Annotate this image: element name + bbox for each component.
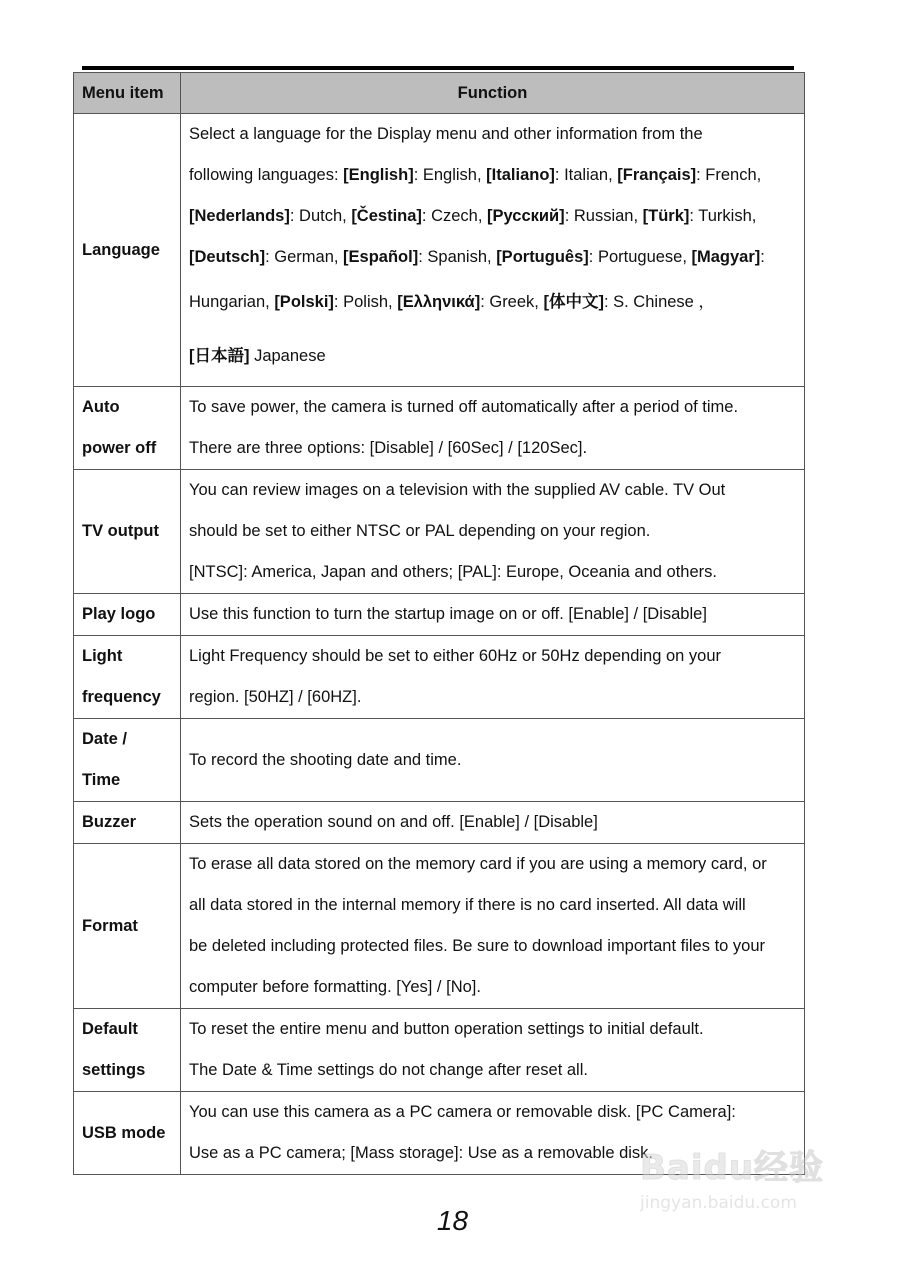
lang-code: [Čestina] (351, 207, 422, 225)
function-text-line: You can use this camera as a PC camera or removable disk. [PC Camera]: (189, 1103, 736, 1121)
language-line-3 (189, 196, 796, 237)
lang-name: : Dutch, (289, 207, 352, 225)
menu-item-text: Time (82, 771, 121, 789)
table-row (74, 1009, 805, 1092)
lang-name: : Greek, (480, 293, 544, 311)
function-text-line: region. [50HZ] / [60HZ]. (189, 688, 362, 706)
lang-code: [Nederlands] (189, 207, 290, 225)
lang-code: [Ελληνικά] (397, 293, 481, 311)
table-row (74, 719, 805, 802)
menu-item-text: Buzzer (82, 813, 137, 831)
function-cell (181, 636, 805, 719)
lang-code: [Français] (617, 166, 697, 184)
menu-item-cell (74, 594, 181, 636)
lang-name: : Spanish, (418, 248, 497, 266)
menu-item-cell (74, 802, 181, 844)
language-intro-1: Select a language for the Display menu and other information from the (189, 125, 703, 143)
function-language (181, 114, 805, 387)
table-row (74, 594, 805, 636)
function-cell (181, 470, 805, 594)
lang-code: [Русский] (487, 207, 565, 225)
menu-item-cell (74, 1009, 181, 1092)
function-cell (181, 1009, 805, 1092)
menu-item-cell (74, 844, 181, 1009)
function-text-line: There are three options: [Disable] / [60Sec] / [120Sec]. (189, 439, 588, 457)
function-text-line: The Date & Time settings do not change after reset all. (189, 1061, 588, 1079)
table-row (74, 387, 805, 470)
menu-item-cell (74, 470, 181, 594)
language-line-4 (189, 237, 796, 278)
watermark-url: jingyan.baidu.com (640, 1193, 797, 1213)
language-intro-2: following languages: (189, 166, 344, 184)
lang-name: : S. Chinese ， (603, 293, 715, 311)
menu-item-cell (74, 719, 181, 802)
table-row (74, 844, 805, 1009)
table-row (74, 470, 805, 594)
function-cell (181, 387, 805, 470)
lang-name: : French, (696, 166, 762, 184)
function-text-line: To record the shooting date and time. (189, 750, 462, 769)
watermark-logo: Baidu经验 (640, 1148, 825, 1188)
function-header: Function (181, 73, 805, 114)
lang-name: : Turkish, (689, 207, 757, 225)
menu-item-text: frequency (82, 688, 161, 706)
lang-name: : Czech, (421, 207, 488, 225)
function-text-line: Sets the operation sound on and off. [Enable] / [Disable] (189, 813, 598, 831)
table-row-language (74, 114, 805, 387)
lang-name: : Portuguese, (588, 248, 692, 266)
lang-name: : German, (265, 248, 344, 266)
menu-item-cell (74, 387, 181, 470)
function-text-line: To save power, the camera is turned off automatically after a period of time. (189, 398, 739, 416)
function-text-line: computer before formatting. [Yes] / [No]. (189, 978, 481, 996)
lang-name: : (760, 248, 765, 266)
menu-item-cell (74, 1092, 181, 1175)
lang-name: Hungarian, (189, 293, 275, 311)
function-text-line: Use this function to turn the startup image on or off. [Enable] / [Disable] (189, 605, 707, 623)
language-line-2 (189, 155, 796, 196)
function-text-line: should be set to either NTSC or PAL depending on your region. (189, 522, 651, 540)
lang-code: [Español] (343, 248, 419, 266)
menu-item-text: Default (82, 1020, 138, 1038)
function-text-line: all data stored in the internal memory if there is no card inserted. All data will (189, 896, 746, 914)
menu-item-language: Language (74, 114, 181, 387)
lang-name: : Italian, (554, 166, 618, 184)
lang-code: [日本語] (189, 347, 250, 365)
function-cell (181, 594, 805, 636)
function-text-line: To erase all data stored on the memory card if you are using a memory card, or (189, 855, 767, 873)
lang-code: [Italiano] (486, 166, 555, 184)
language-line-5 (189, 278, 796, 326)
baidu-watermark (640, 1140, 870, 1250)
lang-name: Japanese (249, 347, 326, 365)
table-row (74, 636, 805, 719)
lang-name: : English, (413, 166, 487, 184)
function-cell (181, 802, 805, 844)
function-text-line: To reset the entire menu and button operation settings to initial default. (189, 1020, 704, 1038)
lang-code: [English] (343, 166, 414, 184)
menu-item-text: power off (82, 439, 157, 457)
function-text-line: Light Frequency should be set to either 60Hz or 50Hz depending on your (189, 647, 722, 665)
function-text-line: Use as a PC camera; [Mass storage]: Use as a removable disk. (189, 1144, 654, 1162)
table-header-row (74, 73, 805, 114)
page-number: 18 (436, 1205, 469, 1236)
language-line-6 (189, 326, 796, 386)
lang-code: [Português] (496, 248, 589, 266)
menu-item-text: Light (82, 647, 123, 665)
lang-code: [体中文] (543, 293, 604, 311)
menu-item-text: Date / (82, 730, 127, 748)
function-cell (181, 844, 805, 1009)
function-cell (181, 719, 805, 802)
lang-name: : Russian, (564, 207, 643, 225)
menu-item-text: Format (82, 916, 138, 935)
menu-item-text: TV output (82, 522, 159, 540)
menu-item-text: Auto (82, 398, 120, 416)
lang-code: [Türk] (642, 207, 690, 225)
menu-item-text: Play logo (82, 605, 156, 623)
menu-function-table (73, 72, 805, 1175)
top-rule (82, 66, 794, 70)
menu-item-cell (74, 636, 181, 719)
menu-item-text: USB mode (82, 1123, 166, 1142)
lang-code: [Deutsch] (189, 248, 266, 266)
menu-item-header: Menu item (74, 73, 181, 114)
lang-code: [Magyar] (691, 248, 761, 266)
lang-code: [Polski] (274, 293, 334, 311)
function-text-line: You can review images on a television with the supplied AV cable. TV Out (189, 481, 726, 499)
menu-item-text: settings (82, 1061, 146, 1079)
lang-name: : Polish, (333, 293, 398, 311)
function-text-line: be deleted including protected files. Be sure to download important files to your (189, 937, 766, 955)
table-row (74, 802, 805, 844)
function-text-line: [NTSC]: America, Japan and others; [PAL]: Europe, Oceania and others. (189, 563, 717, 581)
